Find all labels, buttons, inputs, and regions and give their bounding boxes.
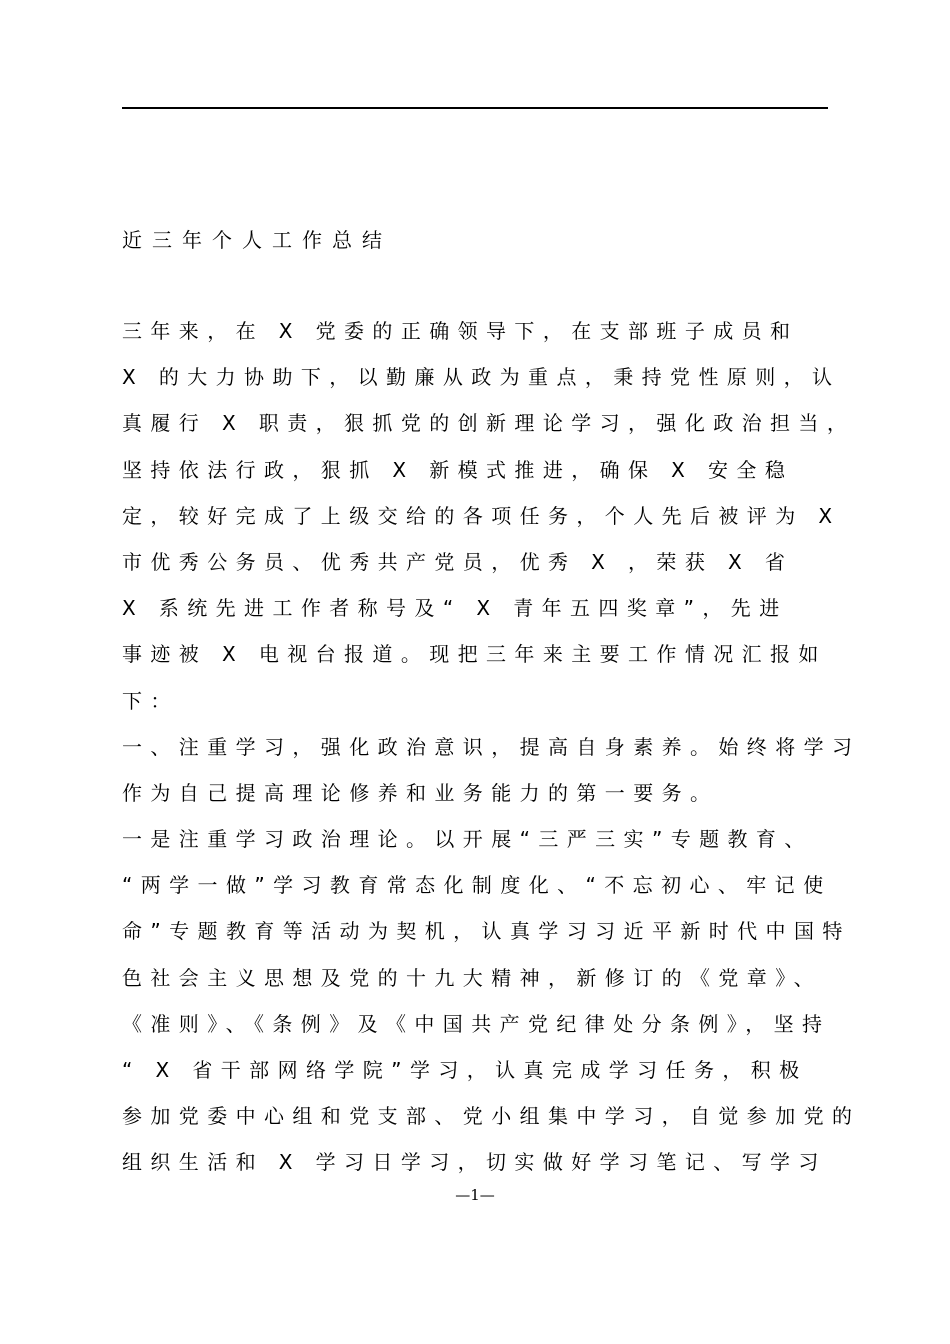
- text-line: 组织生活和 X 学习日学习，切实做好学习笔记、写学习: [122, 1150, 827, 1175]
- text-line: 作为自己提高理论修养和业务能力的第一要务。: [122, 780, 719, 805]
- text-line: 下：: [122, 688, 179, 713]
- text-line: 命”专题教育等活动为契机，认真学习习近平新时代中国特: [122, 919, 851, 944]
- text-line: “ X 省干部网络学院”学习，认真完成学习任务，积极: [122, 1058, 808, 1082]
- text-line: 定，较好完成了上级交给的各项任务，个人先后被评为 X: [122, 503, 841, 528]
- text-line: 三年来，在 X 党委的正确领导下，在支部班子成员和: [122, 319, 799, 343]
- document-title: 近三年个人工作总结: [122, 228, 392, 252]
- text-line: 事迹被 X 电视台报道。现把三年来主要工作情况汇报如: [122, 642, 827, 667]
- text-line: 色社会主义思想及党的十九大精神，新修订的《党章》、: [122, 965, 822, 990]
- text-line: 参加党委中心组和党支部、党小组集中学习，自觉参加党的: [122, 1104, 861, 1129]
- text-line: 真履行 X 职责，狠抓党的创新理论学习，强化政治担当，: [122, 411, 856, 436]
- text-line: 一是注重学习政治理论。以开展“三严三实”专题教育、: [122, 827, 813, 852]
- header-rule: [122, 107, 828, 109]
- text-line: 《准则》、《条例》及《中国共产党纪律处分条例》，坚持: [122, 1011, 831, 1036]
- text-line: X 系统先进工作者称号及“ X 青年五四奖章”，先进: [122, 596, 788, 621]
- page-number: —1—: [455, 1186, 495, 1204]
- text-line: “两学一做”学习教育常态化制度化、“不忘初心、牢记使: [122, 873, 832, 898]
- section-heading: 一、注重学习，强化政治意识，提高自身素养。始终将学习: [122, 734, 861, 759]
- text-line: 市优秀公务员、优秀共产党员，优秀 X ，荣获 X 省: [122, 549, 794, 574]
- body-text: [122, 316, 861, 1194]
- text-line: X 的大力协助下，以勤廉从政为重点，秉持党性原则，认: [122, 365, 841, 390]
- text-line: 坚持依法行政，狠抓 X 新模式推进，确保 X 安全稳: [122, 457, 794, 482]
